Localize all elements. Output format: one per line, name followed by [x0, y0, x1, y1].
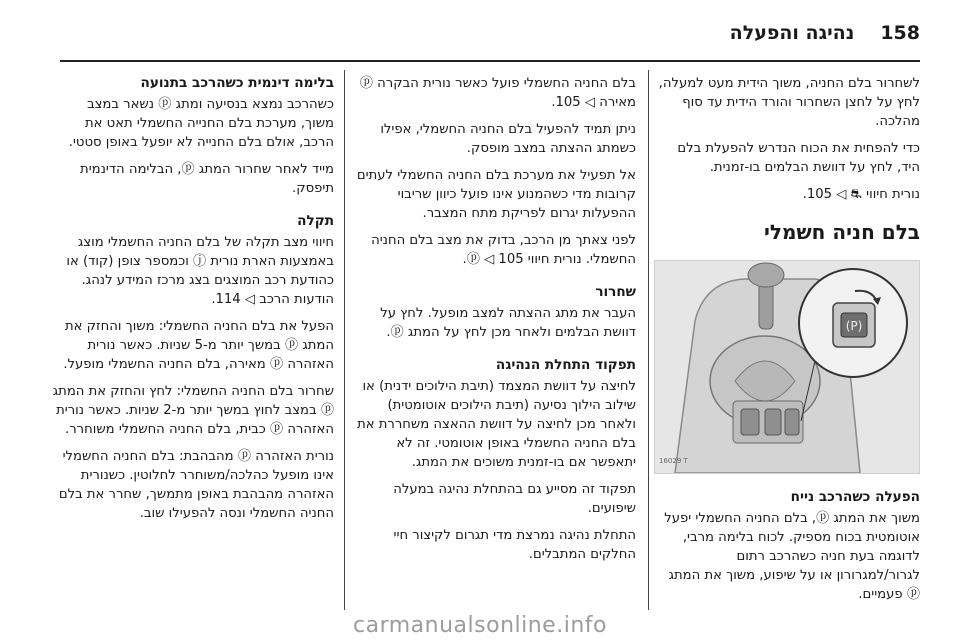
- header-rule: [60, 60, 920, 62]
- column-divider-left: [344, 70, 345, 610]
- svg-text:(P): (P): [845, 319, 863, 333]
- figure-number: 16029 T: [659, 457, 688, 465]
- paragraph: מייד לאחר שחרור המתג ⓟ, הבלימה הדינמית תיפסק.: [80, 162, 334, 196]
- paragraph: נורית האזהרה ⓟ מהבהבת: בלם החניה החשמלי אינו מופעל כהלכה/משוחרר לחלוטין. כשנורית האזהרה מהבהבת באופן מתמשך, שחרר את בלם החניה החשמלי ונסה להפעילו שוב.: [58, 449, 334, 521]
- subsection-title: תפקוד התחלת הנהיגה: [495, 357, 636, 373]
- console-drawing: [655, 261, 919, 473]
- paragraph: הפעל את בלם החניה החשמלי: משוך והחזק את המתג ⓟ במשך יותר מ-5 שניות. כאשר נורית האזהרה ⓟ מאירה, בלם החניה החשמלי מופעל.: [63, 319, 334, 372]
- chapter-title: נהיגה והפעלה: [729, 22, 855, 44]
- paragraph: משוך את המתג ⓟ, בלם החניה החשמלי יפעל אוטומטית בכוח מספיק. לכוח בלימה מרבי, לדוגמה בעת חניה כשהרכב רתום לגרור/למגרורון או על שיפוע, משוך את המתג ⓟ פעמיים.: [664, 511, 920, 602]
- paragraph: שחרור בלם החניה החשמלי: לחץ והחזק את המתג ⓟ במצב לחוץ במשך יותר מ-2 שניות. כאשר נורית האזהרה ⓟ כבית, בלם החניה החשמלי משוחרר.: [52, 384, 334, 437]
- subsection-title: תקלה: [297, 213, 334, 229]
- paragraph: לחיצה על דוושת המצמד (תיבת הילוכים ידנית) או שילוב הילוך נסיעה (תיבת הילוכים אוטומטית) ולאחר מכן לחיצה על דוושת ההאצה משחררת את בלם החניה החשמלי באופן אוטומטי. זה לא יתאפשר אם בו-זמנית משוכים את המתג.: [357, 379, 636, 470]
- page-number: 158: [880, 22, 920, 44]
- watermark: carmanualsonline.info: [353, 613, 607, 638]
- paragraph: חיווי מצב תקלה של בלם החניה החשמלי מוצג באמצעות הארת נורית ⓙ וכמספר צופן (קוד) או כהודעת רכב המוצגים בצג מרכז המידע לנהג. הודעות הרכב ◁ 114.: [66, 235, 334, 307]
- paragraph: התחלת נהיגה נמרצת מדי תגרום לקיצור חיי החלקים המתבלים.: [393, 528, 636, 562]
- column-right: [656, 74, 920, 612]
- paragraph: תפקוד זה מסייע גם בהתחלת נהיגה במעלה שיפועים.: [393, 482, 636, 516]
- paragraph: אל תפעיל את מערכת בלם החניה החשמלי לעתים קרובות מדי כשהמנוע אינו פועל כיוון שריבוי ההפעלות יגרום לפריקת מתח המצבר.: [356, 168, 636, 221]
- parking-brake-switch-illustration: [654, 260, 920, 474]
- section-title: בלם חניה חשמלי: [764, 220, 920, 244]
- subsection-title: הפעלה כשהרכב נייח: [790, 489, 920, 505]
- subsection-title: שחרור: [595, 284, 636, 300]
- column-divider-right: [648, 70, 649, 610]
- subsection-title: בלימה דינמית כשהרכב בתנועה: [140, 75, 334, 91]
- paragraph: כשהרכב נמצא בנסיעה ומתג ⓟ נשאר במצב משוך, מערכת בלם החנייה החשמלי תאט את הרכב, אולם בלם החנייה לא יופעל באופן סטטי.: [68, 97, 334, 150]
- column-left: [50, 74, 334, 531]
- column-middle: [352, 74, 636, 572]
- paragraph: נורית חיווי ⛐ ◁ 105.: [802, 187, 920, 202]
- paragraph: ניתן תמיד להפעיל בלם החניה החשמלי, אפילו כשמתג ההצתה במצב מופסק.: [380, 122, 636, 156]
- paragraph: לשחרור בלם החניה, משוך הידית מעט למעלה, לחץ על לחצן השחרור והורד הידית עד סוף מהלכה.: [658, 76, 920, 129]
- paragraph: העבר את מתג ההצתה למצב מופעל. לחץ על דוושת הבלמים ולאחר מכן לחץ על המתג ⓟ.: [380, 306, 636, 340]
- paragraph: כדי להפחית את הכוח הנדרש להפעלת בלם היד, לחץ על דוושת הבלמים בו-זמנית.: [677, 141, 920, 175]
- page-header: [60, 22, 920, 44]
- paragraph: בלם החניה החשמלי פועל כאשר נורית הבקרה ⓟ מאירה ◁ 105.: [359, 76, 636, 110]
- paragraph: לפני צאתך מן הרכב, בדוק את מצב בלם החניה החשמלי. נורית חיווי ⓟ ◁ 105.: [371, 233, 636, 267]
